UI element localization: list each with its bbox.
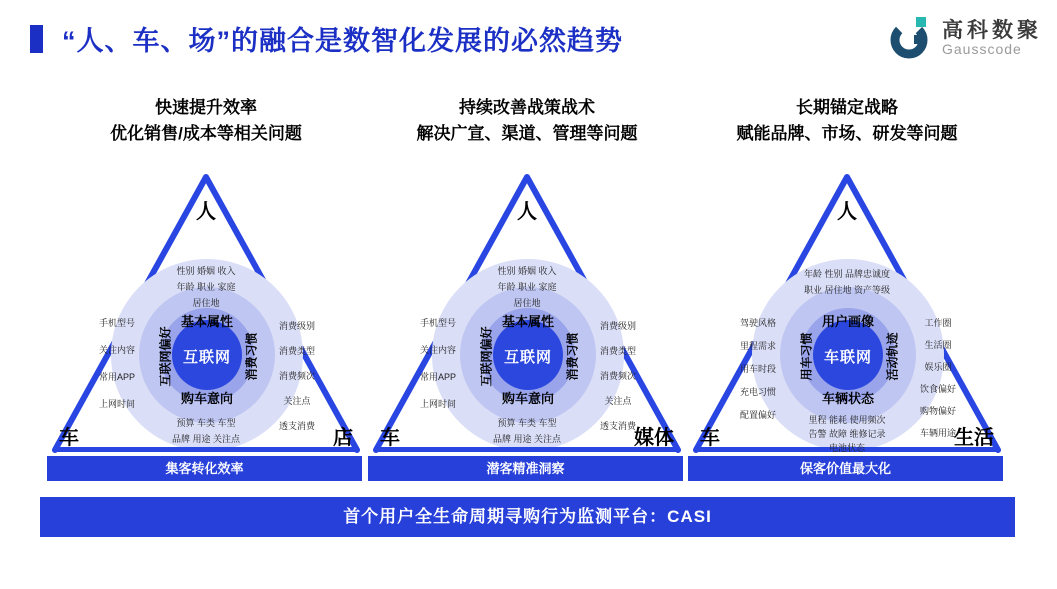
scatter-top: [747, 268, 947, 296]
corner-label-car: 车: [59, 427, 79, 449]
panel-efficiency: [45, 95, 367, 490]
corner-label-store: 店: [333, 427, 353, 449]
scatter-label: 关注点: [604, 396, 632, 406]
core-label: 互联网: [503, 349, 552, 366]
scatter-label: 娱乐圈: [924, 362, 952, 372]
scatter-label: 告警 故障 维修记录: [808, 429, 886, 439]
ring-label-basic-attributes: 基本属性: [501, 314, 554, 329]
kpi-bar-conversion: 集客转化效率: [47, 456, 362, 481]
triangle-baseline: [53, 447, 359, 452]
scatter-label: 生活圈: [924, 340, 952, 350]
scatter-left: [71, 317, 163, 410]
scatter-right: [568, 320, 668, 432]
scatter-label: 里程需求: [739, 341, 776, 351]
scatter-label: 充电习惯: [739, 387, 776, 397]
corner-label-car: 车: [380, 427, 400, 449]
title-bullet: [30, 25, 43, 53]
scatter-label: 上网时间: [98, 399, 135, 409]
ring-label-purchase-intent: 购车意向: [180, 391, 233, 406]
scatter-label: 车辆用途: [919, 428, 956, 438]
scatter-label: 里程 能耗 使用频次: [808, 415, 886, 425]
corner-label-people: 人: [196, 201, 216, 223]
scatter-label: 性别 婚姻 收入: [497, 266, 557, 276]
gausscode-logo: [888, 14, 1042, 62]
scatter-left: [392, 317, 484, 410]
scatter-top: [106, 265, 306, 309]
ring-label-user-profile: 用户画像: [821, 314, 874, 329]
scatter-label: 透支消费: [278, 421, 315, 431]
panel-header-line2: 赋能品牌、市场、研发等问题: [736, 124, 958, 143]
ring-label-internet-preference: 互联网偏好: [479, 326, 494, 387]
kpi-bar-insight: 潜客精准洞察: [368, 456, 683, 481]
panel-header-line1: 持续改善战策战术: [459, 98, 595, 117]
scatter-label: 上网时间: [419, 399, 456, 409]
panel-strategy-tactics: [366, 95, 688, 490]
ring-label-consumption-habits: 消费习惯: [244, 332, 259, 381]
ring-label-basic-attributes: 基本属性: [180, 314, 233, 329]
scatter-label: 品牌 用途 关注点: [171, 434, 240, 444]
panel-header-line1: 快速提升效率: [155, 98, 257, 117]
page-title: “人、车、场”的融合是数智化发展的必然趋势: [62, 26, 623, 56]
ring-label-internet-preference: 互联网偏好: [158, 326, 173, 387]
scatter-label: 消费频次: [278, 371, 315, 381]
scatter-top: [427, 265, 627, 309]
scatter-label: 消费类型: [599, 346, 636, 356]
corner-label-life: 生活: [954, 427, 994, 449]
panel-header: [366, 95, 688, 147]
ring-label-consumption-habits: 消费习惯: [565, 332, 580, 381]
ring-label-activity-track: 活动轨迹: [885, 332, 900, 381]
logo-name-en: Gausscode: [942, 40, 1022, 57]
scatter-label: 居住地: [513, 298, 541, 308]
gausscode-logo-icon: [888, 14, 934, 62]
scatter-label: 年龄 职业 家庭: [497, 282, 557, 292]
scatter-label: 性别 婚姻 收入: [176, 266, 236, 276]
scatter-label: 预算 车类 车型: [497, 418, 557, 428]
scatter-label: 年龄 职业 家庭: [176, 282, 236, 292]
core-label: 互联网: [182, 349, 231, 366]
scatter-label: 消费类型: [278, 346, 315, 356]
scatter-label: 关注内容: [419, 345, 456, 355]
scatter-label: 预算 车类 车型: [176, 418, 236, 428]
scatter-bottom: [427, 417, 627, 445]
ring-label-vehicle-status: 车辆状态: [821, 391, 874, 406]
scatter-right: [247, 320, 347, 432]
scatter-label: 驾驶风格: [739, 318, 776, 328]
scatter-label: 消费级别: [278, 321, 315, 331]
scatter-label: 用车时段: [739, 364, 776, 374]
scatter-label: 年龄 性别 品牌忠诚度: [803, 269, 890, 279]
scatter-label: 手机型号: [98, 318, 135, 328]
scatter-bottom: [106, 417, 306, 445]
scatter-label: 消费级别: [599, 321, 636, 331]
corner-label-car: 车: [700, 427, 720, 449]
scatter-label: 品牌 用途 关注点: [492, 434, 561, 444]
scatter-label: 透支消费: [599, 421, 636, 431]
scatter-label: 消费频次: [599, 371, 636, 381]
scatter-label: 关注点: [283, 396, 311, 406]
corner-label-people: 人: [517, 201, 537, 223]
core-label: 车联网: [823, 349, 872, 366]
corner-label-media: 媒体: [634, 427, 674, 449]
scatter-left: [712, 317, 804, 421]
panel-long-term-strategy: [686, 95, 1008, 490]
logo-text: [942, 19, 1042, 57]
scatter-label: 手机型号: [419, 318, 456, 328]
footer-banner: 首个用户全生命周期寻购行为监测平台：CASI: [40, 497, 1015, 537]
panel-header-line2: 优化销售/成本等相关问题: [110, 124, 302, 143]
scatter-label: 饮食偏好: [919, 384, 956, 394]
kpi-bar-retention-value: 保客价值最大化: [688, 456, 1003, 481]
scatter-label: 配置偏好: [739, 410, 776, 420]
scatter-label: 购物偏好: [919, 406, 956, 416]
scatter-label: 职业 居住地 资产等级: [803, 285, 890, 295]
scatter-bottom: [747, 414, 947, 454]
panel-header: [45, 95, 367, 147]
ring-label-purchase-intent: 购车意向: [501, 391, 554, 406]
scatter-label: 常用APP: [98, 372, 135, 382]
ring-label-car-usage-habits: 用车习惯: [799, 332, 814, 381]
panel-header-line2: 解决广宣、渠道、管理等问题: [416, 124, 638, 143]
panel-header: [686, 95, 1008, 147]
scatter-label: 常用APP: [419, 372, 456, 382]
scatter-label: 电池状态: [828, 443, 865, 453]
panel-header-line1: 长期锚定战略: [796, 98, 898, 117]
scatter-label: 工作圈: [924, 318, 952, 328]
scatter-label: 居住地: [192, 298, 220, 308]
logo-name-cn: 高科数聚: [942, 18, 1042, 42]
corner-label-people: 人: [837, 201, 857, 223]
scatter-label: 关注内容: [98, 345, 135, 355]
